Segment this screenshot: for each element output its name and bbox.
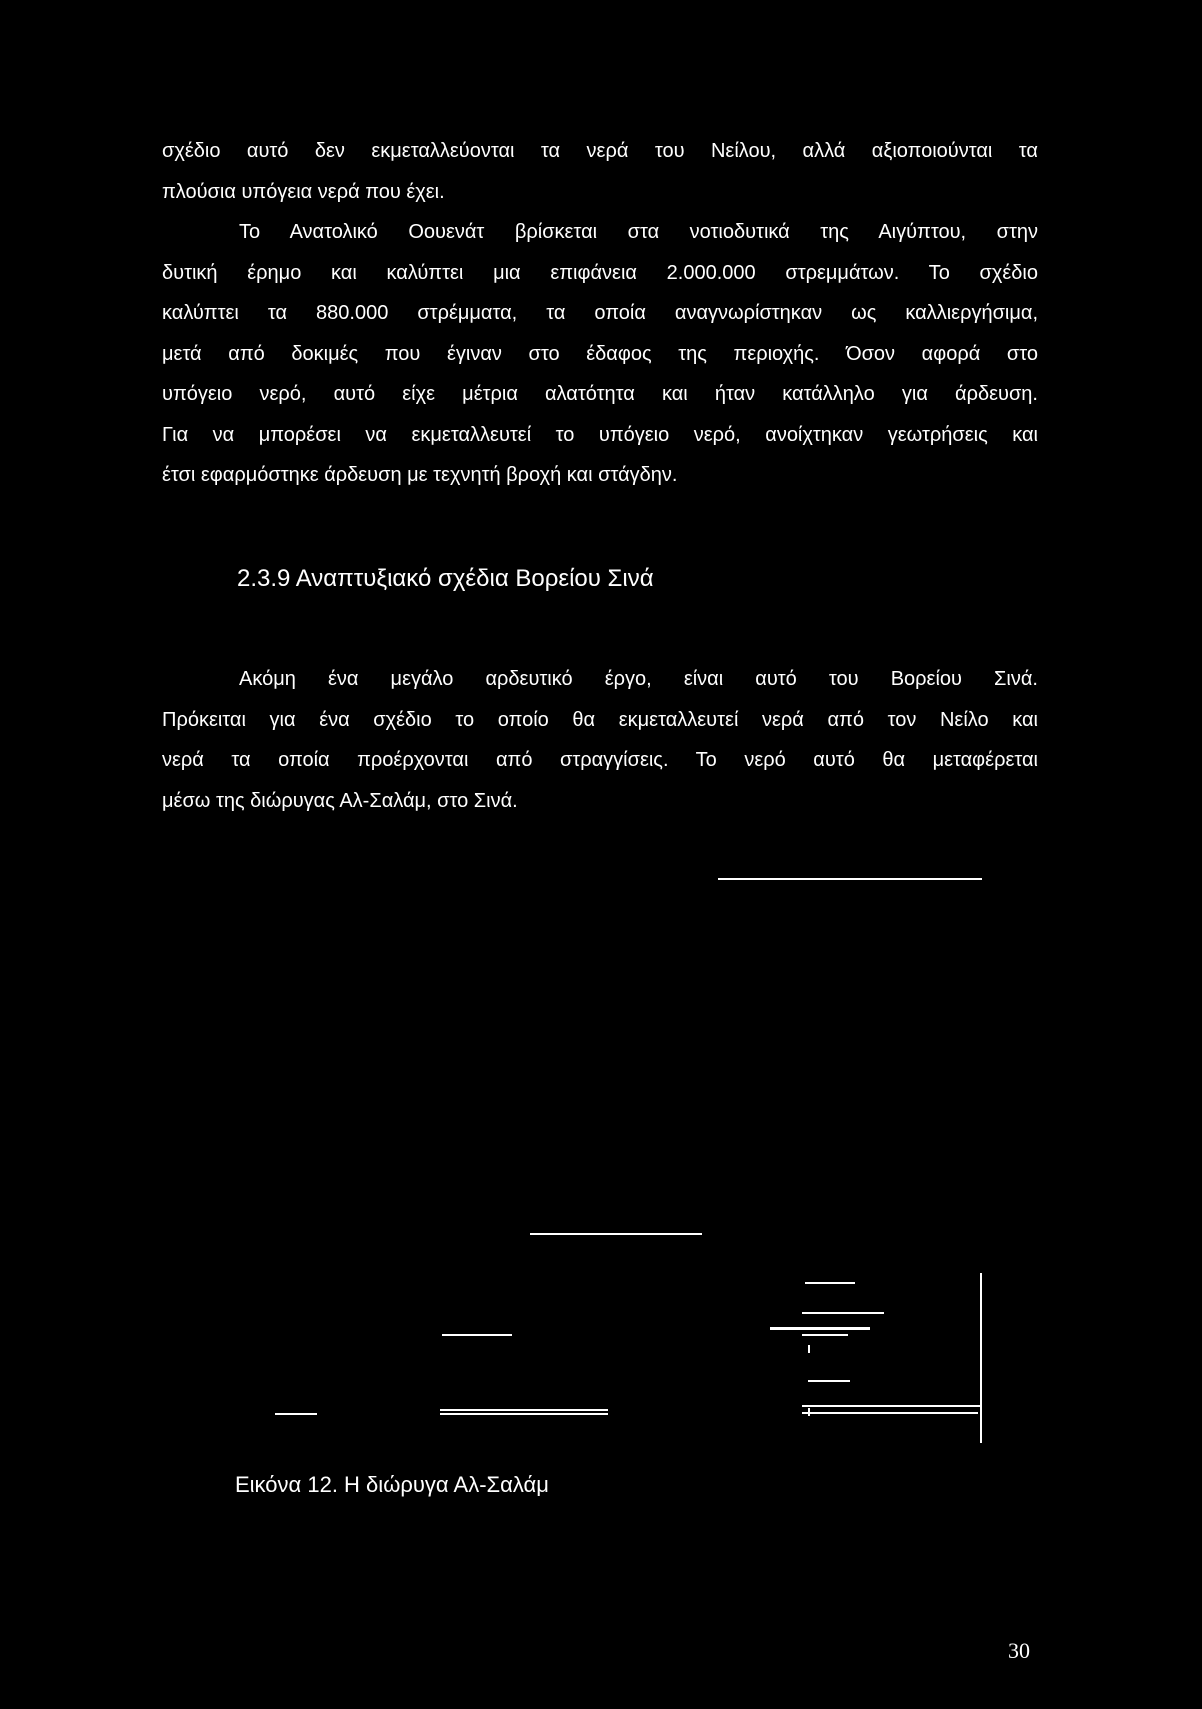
figure-fragment-line bbox=[442, 1334, 512, 1336]
paragraph-north-sinai bbox=[162, 659, 1038, 821]
paragraph-line: μετά από δοκιμές που έγιναν στο έδαφος της περιοχής. Όσον αφορά στο bbox=[162, 342, 1038, 365]
figure-fragment-line bbox=[808, 1380, 850, 1382]
paragraph-line: μέσω της διώρυγας Αλ-Σαλάμ, στο Σινά. bbox=[162, 789, 518, 812]
figure-fragment-line bbox=[718, 878, 982, 880]
paragraph-east-oweinat bbox=[162, 212, 1038, 496]
figure-fragment-mark bbox=[808, 1345, 810, 1353]
figure-fragment-vertical bbox=[980, 1273, 982, 1443]
paragraph-line: Για να μπορέσει να εκμεταλλευτεί το υπόγειο νερό, ανοίχτηκαν γεωτρήσεις και bbox=[162, 423, 1038, 446]
figure-fragment-line bbox=[802, 1412, 978, 1414]
paragraph-line: δυτική έρημο και καλύπτει μια επιφάνεια 2.000.000 στρεμμάτων. Το σχέδιο bbox=[162, 261, 1038, 284]
paragraph-line: Πρόκειται για ένα σχέδιο το οποίο θα εκμεταλλευτεί νερά από τον Νείλο και bbox=[162, 708, 1038, 731]
figure-fragment-line bbox=[770, 1327, 870, 1330]
figure-fragment-line bbox=[802, 1312, 884, 1314]
paragraph-line: σχέδιο αυτό δεν εκμεταλλεύονται τα νερά του Νείλου, αλλά αξιοποιούνται τα bbox=[162, 140, 1038, 162]
figure-fragment-line bbox=[530, 1233, 702, 1235]
paragraph-line: νερά τα οποία προέρχονται από στραγγίσεις. Το νερό αυτό θα μεταφέρεται bbox=[162, 749, 1038, 771]
figure-fragment-line bbox=[440, 1409, 608, 1411]
paragraph-line: Το Ανατολικό Οουενάτ βρίσκεται στα νοτιοδυτικά της Αιγύπτου, στην bbox=[239, 221, 1038, 243]
page-number: 30 bbox=[1008, 1638, 1030, 1663]
figure-caption: Εικόνα 12. Η διώρυγα Αλ-Σαλάμ bbox=[235, 1472, 549, 1497]
figure-fragment-line bbox=[440, 1413, 608, 1415]
paragraph-line: έτσι εφαρμόστηκε άρδευση με τεχνητή βροχή και στάγδην. bbox=[162, 464, 678, 486]
paragraph-intro-continued bbox=[162, 131, 1038, 212]
figure-fragment-line bbox=[275, 1413, 317, 1415]
paragraph-line: πλούσια υπόγεια νερά που έχει. bbox=[162, 180, 445, 203]
figure-fragment-line bbox=[802, 1334, 848, 1336]
paragraph-line: καλύπτει τα 880.000 στρέμματα, τα οποία αναγνωρίστηκαν ως καλλιεργήσιμα, bbox=[162, 302, 1038, 324]
paragraph-line: υπόγειο νερό, αυτό είχε μέτρια αλατότητα και ήταν κατάλληλο για άρδευση. bbox=[162, 383, 1038, 405]
figure-fragment-line bbox=[805, 1282, 855, 1284]
paragraph-line: Ακόμη ένα μεγάλο αρδευτικό έργο, είναι αυτό του Βορείου Σινά. bbox=[239, 668, 1038, 690]
figure-fragment-line bbox=[802, 1405, 982, 1407]
section-heading: 2.3.9 Αναπτυξιακό σχέδια Βορείου Σινά bbox=[237, 565, 654, 592]
figure-fragment-mark bbox=[808, 1408, 810, 1416]
